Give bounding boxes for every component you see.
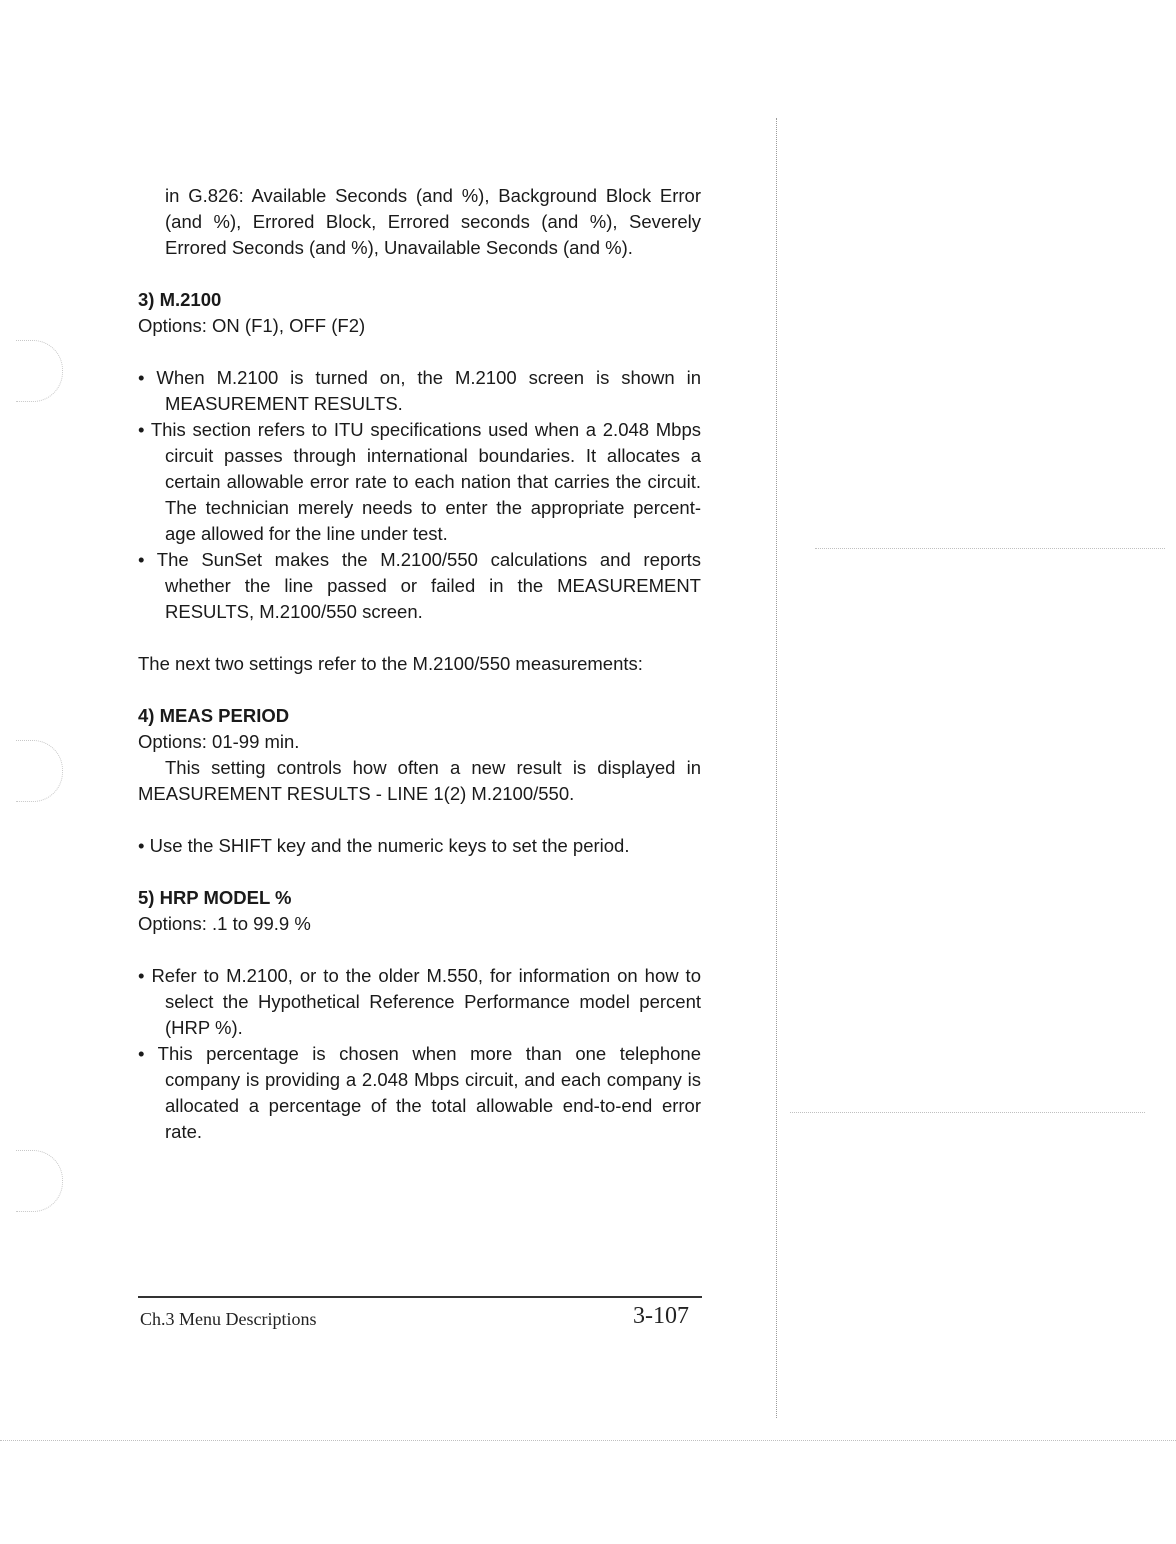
punch-hole [16, 740, 63, 802]
options-m2100: Options: ON (F1), OFF (F2) [138, 315, 366, 336]
bullet-item: • Refer to M.2100, or to the older M.550, for information on how to select the Hypothetical Reference Performance model percent (HRP %). [138, 965, 701, 1038]
transition-text: The next two settings refer to the M.2100/550 measurements: [138, 653, 643, 674]
scan-dots [815, 548, 1165, 549]
page-number: 3-107 [633, 1303, 689, 1329]
footer-chapter: Ch.3 Menu Descriptions [140, 1309, 317, 1329]
punch-hole [16, 1150, 63, 1212]
bullet-item: • Use the SHIFT key and the numeric keys to set the period. [138, 835, 630, 856]
heading-hrp-model: 5) HRP MODEL % [138, 887, 292, 908]
scan-margin-line [776, 118, 777, 1418]
punch-hole [16, 340, 63, 402]
bullet-item: • When M.2100 is turned on, the M.2100 screen is shown in MEASUREMENT RESULTS. [138, 367, 701, 414]
scan-dots [790, 1112, 1145, 1113]
intro-paragraph: in G.826: Available Seconds (and %), Background Block Error (and %), Errored Block, Errored seconds (and %), Severely Errored Seconds (and %), Unavailable Seconds (and %). [165, 185, 701, 258]
scan-bottom-edge [0, 1440, 1176, 1441]
heading-m2100: 3) M.2100 [138, 289, 222, 310]
bullet-item: • The SunSet makes the M.2100/550 calculations and reports whether the line passed or failed in the MEASUREMENT RESULTS, M.2100/550 screen. [138, 549, 701, 622]
options-meas-period: Options: 01-99 min. [138, 731, 300, 752]
meas-period-description: This setting controls how often a new result is displayed in MEASUREMENT RESULTS - LINE 1(2) M.2100/550. [138, 757, 701, 804]
heading-meas-period: 4) MEAS PERIOD [138, 705, 290, 726]
options-hrp-model: Options: .1 to 99.9 % [138, 913, 311, 934]
body-text [138, 183, 701, 1145]
footer-rule [138, 1296, 702, 1298]
bullet-item: • This percentage is chosen when more than one telephone company is providing a 2.048 Mbps circuit, and each company is allocated a percentage of the total allowable end-to-end error rate. [138, 1043, 701, 1142]
bullet-item: • This section refers to ITU specifications used when a 2.048 Mbps circuit passes through international boundaries. It allocates a certain allowable error rate to each nation that carries the circuit. The technician merely needs to enter the appropriate percent-age allowed for the line under test. [138, 419, 701, 544]
